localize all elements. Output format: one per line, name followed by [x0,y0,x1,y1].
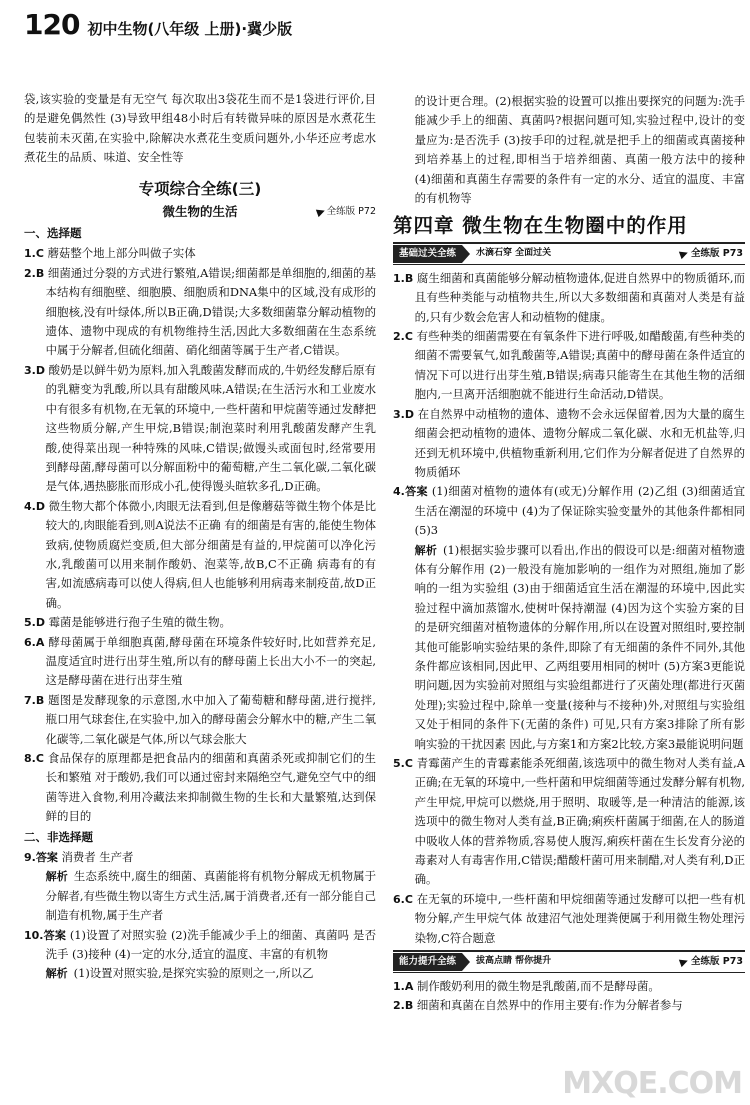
arrow-icon [316,207,326,217]
item-number: 5.D [24,616,45,630]
bar-ref-label: 全练版 P73 [691,956,743,968]
item-text: 制作酸奶利用的微生物是乳酸菌,而不是酵母菌。 [416,979,660,994]
list-item [24,361,376,497]
q10-answer [24,926,376,965]
list-item [393,754,745,890]
item-number: 6.A [24,635,45,649]
item-text: 微生物大都个体微小,肉眼无法看到,但是像蘑菇等微生物个体是比较大的,肉眼能看到,则A说法不正确 有的细菌是有害的,能使生物体致病,使物质腐烂变质,但大部分细菌是有益的,甲烷菌可以净化污水,乳酸菌可以用来制作酸奶、泡菜等,故B,C不正确 病毒有的有害,如流感病毒可以使人得病,但人也能够利用病毒来制疫苗,故D正确。 [45,498,376,610]
answer-text: (1)设置了对照实验 (2)洗手能减少手上的细菌、真菌吗 是否洗手 (3)接种 (4)一定的水分,适宜的温度、丰富的有机物 [45,927,376,962]
q4-analysis [393,541,745,754]
list-item [393,405,745,483]
answer-text: 消费者 生产者 [61,850,134,865]
bar-tag: 基础过关全练 [393,245,462,263]
item-text: 蘑菇整个地上部分叫做子实体 [47,246,196,261]
list-item [24,613,376,632]
list-item [24,633,376,691]
item-text: 细菌和真菌在自然界中的作用主要有:作为分解者参与 [416,998,683,1013]
list-item [24,749,376,827]
book-title: 初中生物(八年级 上册)·冀少版 [87,20,293,38]
list-item [24,244,376,263]
subsection-title: 微生物的生活 [162,204,238,220]
analysis-text: 生态系统中,腐生的细菌、真菌能将有机物分解成无机物属于分解者,有些微生物以寄生方式生活,属于消费者,还有一部分能自己制造有机物,属于生产者 [45,869,377,923]
item-text: 酵母菌属于单细胞真菌,酵母菌在环境条件较好时,比如营养充足,温度适宜时进行出芽生殖,所以有的酵母菌上长出大小不一的突起,这是酵母菌在进行出芽生殖 [45,634,376,688]
analysis-text: (1)根据实验步骤可以看出,作出的假设可以是:细菌对植物遗体有分解作用 (2)一般没有施加影响的一组作为对照组,施加了影响的一组为实验组 (3)由于细菌适宜生活在潮湿的环境中,因此实验过程中滴加蒸馏水,使树叶保持潮湿 (4)因为这个实验方案的目的是研究细菌对植物遗体的分解作用,所以在设置对照组时,要控制其他可能影响实验结果的条件,即除了有无细菌的条件不同外,其他条件都应该相同,因此甲、乙两组要用相同的树叶 (5)方案3更能说明问题,因为实验前对照组与实验组都进行了灭菌处理(都进行灭菌处理);实验过程中,除单一变量(接种与不接种)外,对照组与实验组又处于相同的条件下(无菌的条件) 可见,只有方案3排除了所有影响实验的干扰因素 因此,与方案1和方案2比较,方案3最能说明问题 [414,542,745,751]
arrow-icon [679,249,689,259]
chapter-title: 第四章 微生物在生物圈中的作用 [393,214,688,238]
item-text: 青霉菌产生的青霉素能杀死细菌,该选项中的微生物对人类有益,A正确;在无氧的环境中,一些杆菌和甲烷细菌等通过发酵分解有机物,产生甲烷,甲烷可以燃烧,用于照明、取暖等,是一种清洁的能源,该选项中的微生物对人类有益,B正确;痢疾杆菌属于细菌,在人的肠道中吸收人体的营养物质,容易使人腹泻,痢疾杆菌在生长发育分泌的毒素对人有毒害作用,C错误;醋酸杆菌可用来制醋,对人类有利,D正确。 [414,756,745,887]
subsection-ref [317,202,376,221]
analysis-label: 解析 [45,870,68,884]
item-text: 酸奶是以鲜牛奶为原料,加入乳酸菌发酵而成的,牛奶经发酵后原有的乳糖变为乳酸,所以具有甜酸风味,A错误;在生活污水和工业废水中有很多有机物,在无氧的环境中,一些杆菌和甲烷菌等通过发酵把这些物质分解,产生甲烷,B错误;制泡菜时利用乳酸菌发酵产生乳酸,使得菜出现一种特殊的风味,C错误;做馒头或面包时,经常要用到酵母菌,酵母菌可以分解面粉中的葡萄糖,产生二氧化碳,二氧化碳是气体,遇热膨胀而形成小孔,使得馒头暄软多孔,D正确。 [45,362,376,494]
page-header [24,8,292,40]
item-text: 在无氧的环境中,一些杆菌和甲烷细菌等通过发酵可以把一些有机物分解,产生甲烷气体 故建沼气池处理粪便属于利用微生物处理污染物,C符合题意 [414,891,745,945]
analysis-label: 解析 [45,967,68,981]
list-item [24,264,376,361]
part1-title: 一、选择题 [24,226,82,241]
item-number: 2.B [393,999,414,1013]
item-number: 3.D [393,407,414,421]
item-text: 腐生细菌和真菌能够分解动植物遗体,促进自然界中的物质循环,而且有些种类能与动植物共生,所以大多数细菌和真菌对人类是有益的,只有少数会危害人和动植物的健康。 [414,270,745,324]
item-text: 霉菌是能够进行孢子生殖的微生物。 [48,615,231,630]
bar-ref [680,952,743,971]
item-text: 食品保存的原理都是把食品内的细菌和真菌杀死或抑制它们的生长和繁殖 对于酸奶,我们可以通过密封来隔绝空气,避免空气中的细菌等进入食物,利用冷藏法来抑制微生物的生长和大量繁殖,达到保鲜的目的 [45,751,376,824]
item-number: 1.A [393,980,414,994]
item-number: 4.答案 [393,485,428,499]
item-text: 有些种类的细菌需要在有氧条件下进行呼吸,如醋酸菌,有些种类的细菌不需要氧气,如乳酸菌等,A错误;真菌中的酵母菌在条件适宜的情况下可以进行出芽生殖,B错误;病毒只能寄生在其他生物的活细胞内,一旦离开活细胞就不能进行生命活动,D错误。 [414,329,745,402]
bar-tag: 能力提升全练 [393,953,462,971]
analysis-label: 解析 [414,543,438,557]
item-number: 1.C [24,247,44,261]
list-item [393,977,745,996]
list-item [24,691,376,749]
item-text: 在自然界中动植物的遗体、遗物不会永远保留着,因为大量的腐生细菌会把动植物的遗体、遗物分解成二氧化碳、水和无机盐等,归还到无机环境中,供植物重新利用,它们作为分解者促进了自然界的物质循环 [414,406,746,479]
watermark-logo: MXQE.COM [562,1066,742,1101]
left-intro-text: 袋,该实验的变量是有无空气 每次取出3袋花生而不是1袋进行评价,目的是避免偶然性 (3)导致甲组48小时后有转微异味的原因是水煮花生包装前未灭菌,在实验中,除解决水煮花生变质问题外,小华还应考虑水煮花生的品质、味道、安全性等 [24,92,376,165]
left-column [24,90,376,984]
item-number: 3.D [24,363,45,377]
item-number: 9.答案 [24,851,58,865]
arrow-icon [679,957,689,967]
right-column [393,92,745,1016]
item-number: 7.B [24,693,45,707]
list-item [393,890,745,948]
item-number: 2.B [24,266,45,280]
item-number: 4.D [24,499,45,513]
list-item [24,497,376,613]
section-bar-advanced [393,950,745,973]
list-item [393,996,745,1015]
item-number: 5.C [393,757,413,770]
item-number: 1.B [393,271,414,285]
analysis-text: (1)设置对照实验,是探究实验的原则之一,所以乙 [73,966,314,981]
right-intro-text: 的设计更合理。(2)根据实验的设置可以推出要探究的问题为:洗手能减少手上的细菌、真菌吗?根据问题可知,实验过程中,设计的变量应为:是否洗手 (3)按手印的过程,就是把手上的细菌或真菌接种到培养基上的过程,即相当于培养细菌、真菌一般方法中的接种 (4)细菌和真菌生存需要的条件有一定的水分、适宜的温度、丰富的有机物等 [414,94,745,206]
page-number: 120 [24,8,80,41]
bar-ref [680,244,743,263]
item-text: 细菌通过分裂的方式进行繁殖,A错误;细菌都是单细胞的,细菌的基本结构有细胞壁、细胞膜、细胞质和DNA集中的区域,没有成形的细胞核,没有叶绿体,所以B正确,D错误;大多数细菌靠分解动植物的遗体、遗物中现成的有机物维持生活,因此大多数细菌在生态系统中属于分解者,但硫化细菌、硝化细菌等属于生产者,C错误。 [45,265,376,358]
item-number: 10.答案 [24,928,67,942]
section-bar-basic [393,242,745,265]
q9-analysis [24,867,376,925]
bar-ref-label: 全练版 P73 [691,248,743,260]
bar-slogan: 拔高点睛 帮你提升 [476,956,552,967]
item-number: 2.C [393,330,413,344]
section-title: 专项综合全练(三) [138,179,262,198]
item-number: 6.C [393,892,413,906]
q9-answer [24,848,376,867]
subsection-ref-label: 全练版 P72 [326,206,376,218]
answer-text: (1)细菌对植物的遗体有(或无)分解作用 (2)乙组 (3)细菌适宜生活在潮湿的环境中 (4)为了保证除实验变量外的其他条件都相同 (5)3 [414,484,745,538]
q10-analysis [24,964,376,983]
q4-answer [393,482,745,540]
list-item [393,269,745,327]
item-text: 题图是发酵现象的示意图,水中加入了葡萄糖和酵母菌,进行搅拌,瓶口用气球套住,在实验中,加入的酵母菌会分解水中的糖,产生二氧化碳等,二氧化碳是气体,所以气球会胀大 [45,692,376,746]
list-item [393,327,745,405]
part2-title: 二、非选择题 [24,829,93,844]
bar-slogan: 水滴石穿 全面过关 [476,248,552,259]
item-number: 8.C [24,752,44,765]
subsection-header [24,201,376,223]
